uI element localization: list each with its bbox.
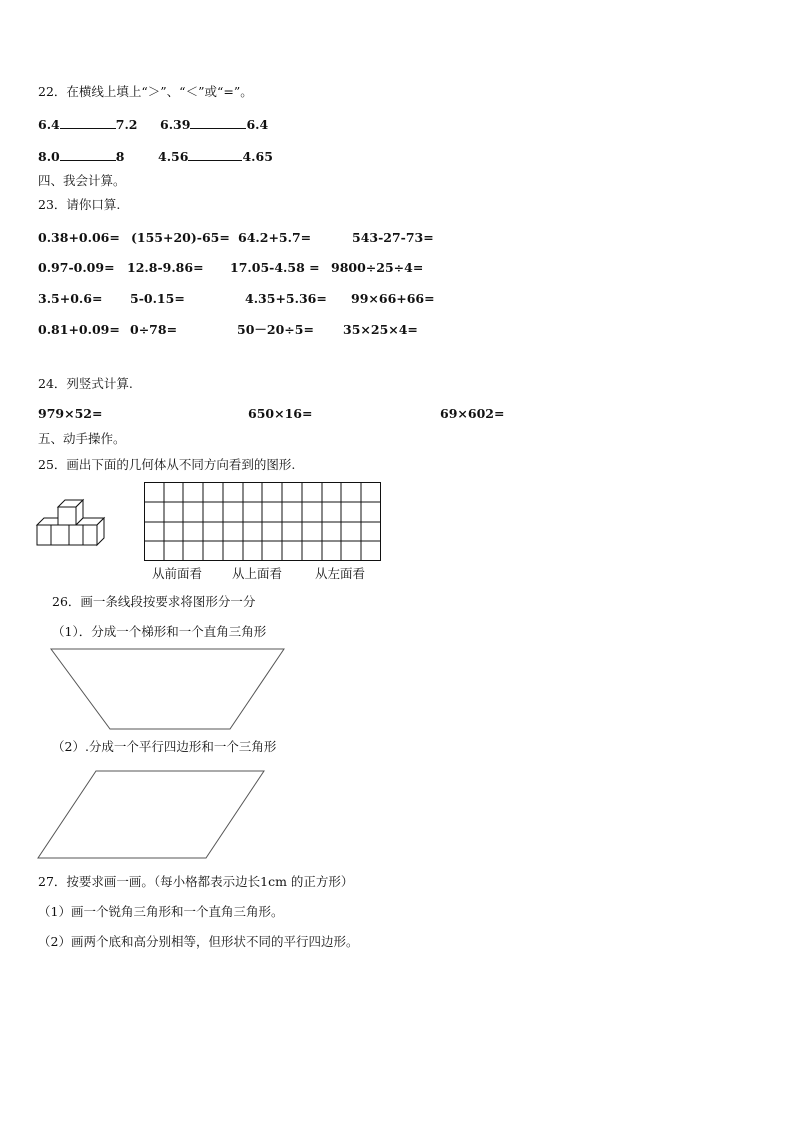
cube-assembly-figure bbox=[36, 500, 108, 550]
q24-item2: 650×16= bbox=[248, 406, 313, 421]
answer-blank[interactable] bbox=[190, 117, 246, 129]
q22-r1-b-right: 6.4 bbox=[246, 117, 269, 132]
q26-title: 26．画一条线段按要求将图形分一分 bbox=[52, 594, 256, 609]
q23-r4c1: 0.81+0.09= bbox=[38, 322, 120, 337]
q22-r1-b-left: 6.39 bbox=[160, 117, 191, 132]
q22-r2-a-right: 8 bbox=[115, 149, 125, 164]
answer-blank[interactable] bbox=[60, 117, 116, 129]
q22-r2-b-left: 4.56 bbox=[158, 149, 189, 164]
q26-part1: （1）．分成一个梯形和一个直角三角形 bbox=[52, 624, 267, 639]
q23-r3c2: 5-0.15= bbox=[130, 291, 185, 306]
q23-title: 23．请你口算. bbox=[38, 197, 121, 212]
q22-row1 bbox=[38, 117, 138, 132]
q26-part2: （2）.分成一个平行四边形和一个三角形 bbox=[52, 739, 277, 754]
answer-blank[interactable] bbox=[60, 149, 116, 161]
view-label-front: 从前面看 bbox=[152, 566, 203, 581]
q24-item1: 979×52= bbox=[38, 406, 103, 421]
q23-r2c4: 9800÷25÷4= bbox=[331, 260, 424, 275]
parallelogram-figure[interactable] bbox=[36, 770, 266, 860]
q27-title: 27．按要求画一画。（每小格都表示边长1cm 的正方形） bbox=[38, 874, 354, 889]
q23-r3c1: 3.5+0.6= bbox=[38, 291, 103, 306]
q23-r4c2: 0÷78= bbox=[130, 322, 178, 337]
q22-row2 bbox=[38, 149, 124, 164]
q22-r1-a-right: 7.2 bbox=[115, 117, 138, 132]
q22-r2-a-left: 8.0 bbox=[38, 149, 60, 164]
view-label-top: 从上面看 bbox=[232, 566, 283, 581]
trapezoid-figure[interactable] bbox=[50, 648, 286, 730]
answer-blank[interactable] bbox=[188, 149, 242, 161]
q24-item3: 69×602= bbox=[440, 406, 505, 421]
view-label-left: 从左面看 bbox=[315, 566, 366, 581]
q23-r3c4: 99×66+66= bbox=[351, 291, 435, 306]
q22-row1-b bbox=[160, 117, 268, 132]
q23-r1c1: 0.38+0.06= bbox=[38, 230, 120, 245]
q23-r2c2: 12.8-9.86= bbox=[127, 260, 204, 275]
q27-part2: （2）画两个底和高分别相等，但形状不同的平行四边形。 bbox=[38, 934, 359, 949]
q22-r1-a-left: 6.4 bbox=[38, 117, 60, 132]
q23-r1c2: (155+20)-65= bbox=[131, 230, 230, 245]
section-5-heading: 五、动手操作。 bbox=[38, 431, 126, 446]
q25-title: 25．画出下面的几何体从不同方向看到的图形. bbox=[38, 457, 296, 472]
q23-r2c1: 0.97-0.09= bbox=[38, 260, 115, 275]
q27-part1: （1）画一个锐角三角形和一个直角三角形。 bbox=[38, 904, 284, 919]
q23-r2c3: 17.05-4.58 = bbox=[230, 260, 320, 275]
drawing-grid[interactable] bbox=[144, 482, 382, 562]
q23-r3c3: 4.35+5.36= bbox=[245, 291, 327, 306]
q22-title: 22．在横线上填上“＞”、“＜”或“=”。 bbox=[38, 84, 253, 99]
q23-r1c4: 543-27-73= bbox=[352, 230, 434, 245]
q22-r2-b-right: 4.65 bbox=[242, 149, 273, 164]
q22-row2-b bbox=[158, 149, 273, 164]
q23-r1c3: 64.2+5.7= bbox=[238, 230, 312, 245]
q23-r4c4: 35×25×4= bbox=[343, 322, 418, 337]
q23-r4c3: 50－20÷5= bbox=[237, 322, 314, 337]
q24-title: 24．列竖式计算. bbox=[38, 376, 133, 391]
section-4-heading: 四、我会计算。 bbox=[38, 173, 126, 188]
